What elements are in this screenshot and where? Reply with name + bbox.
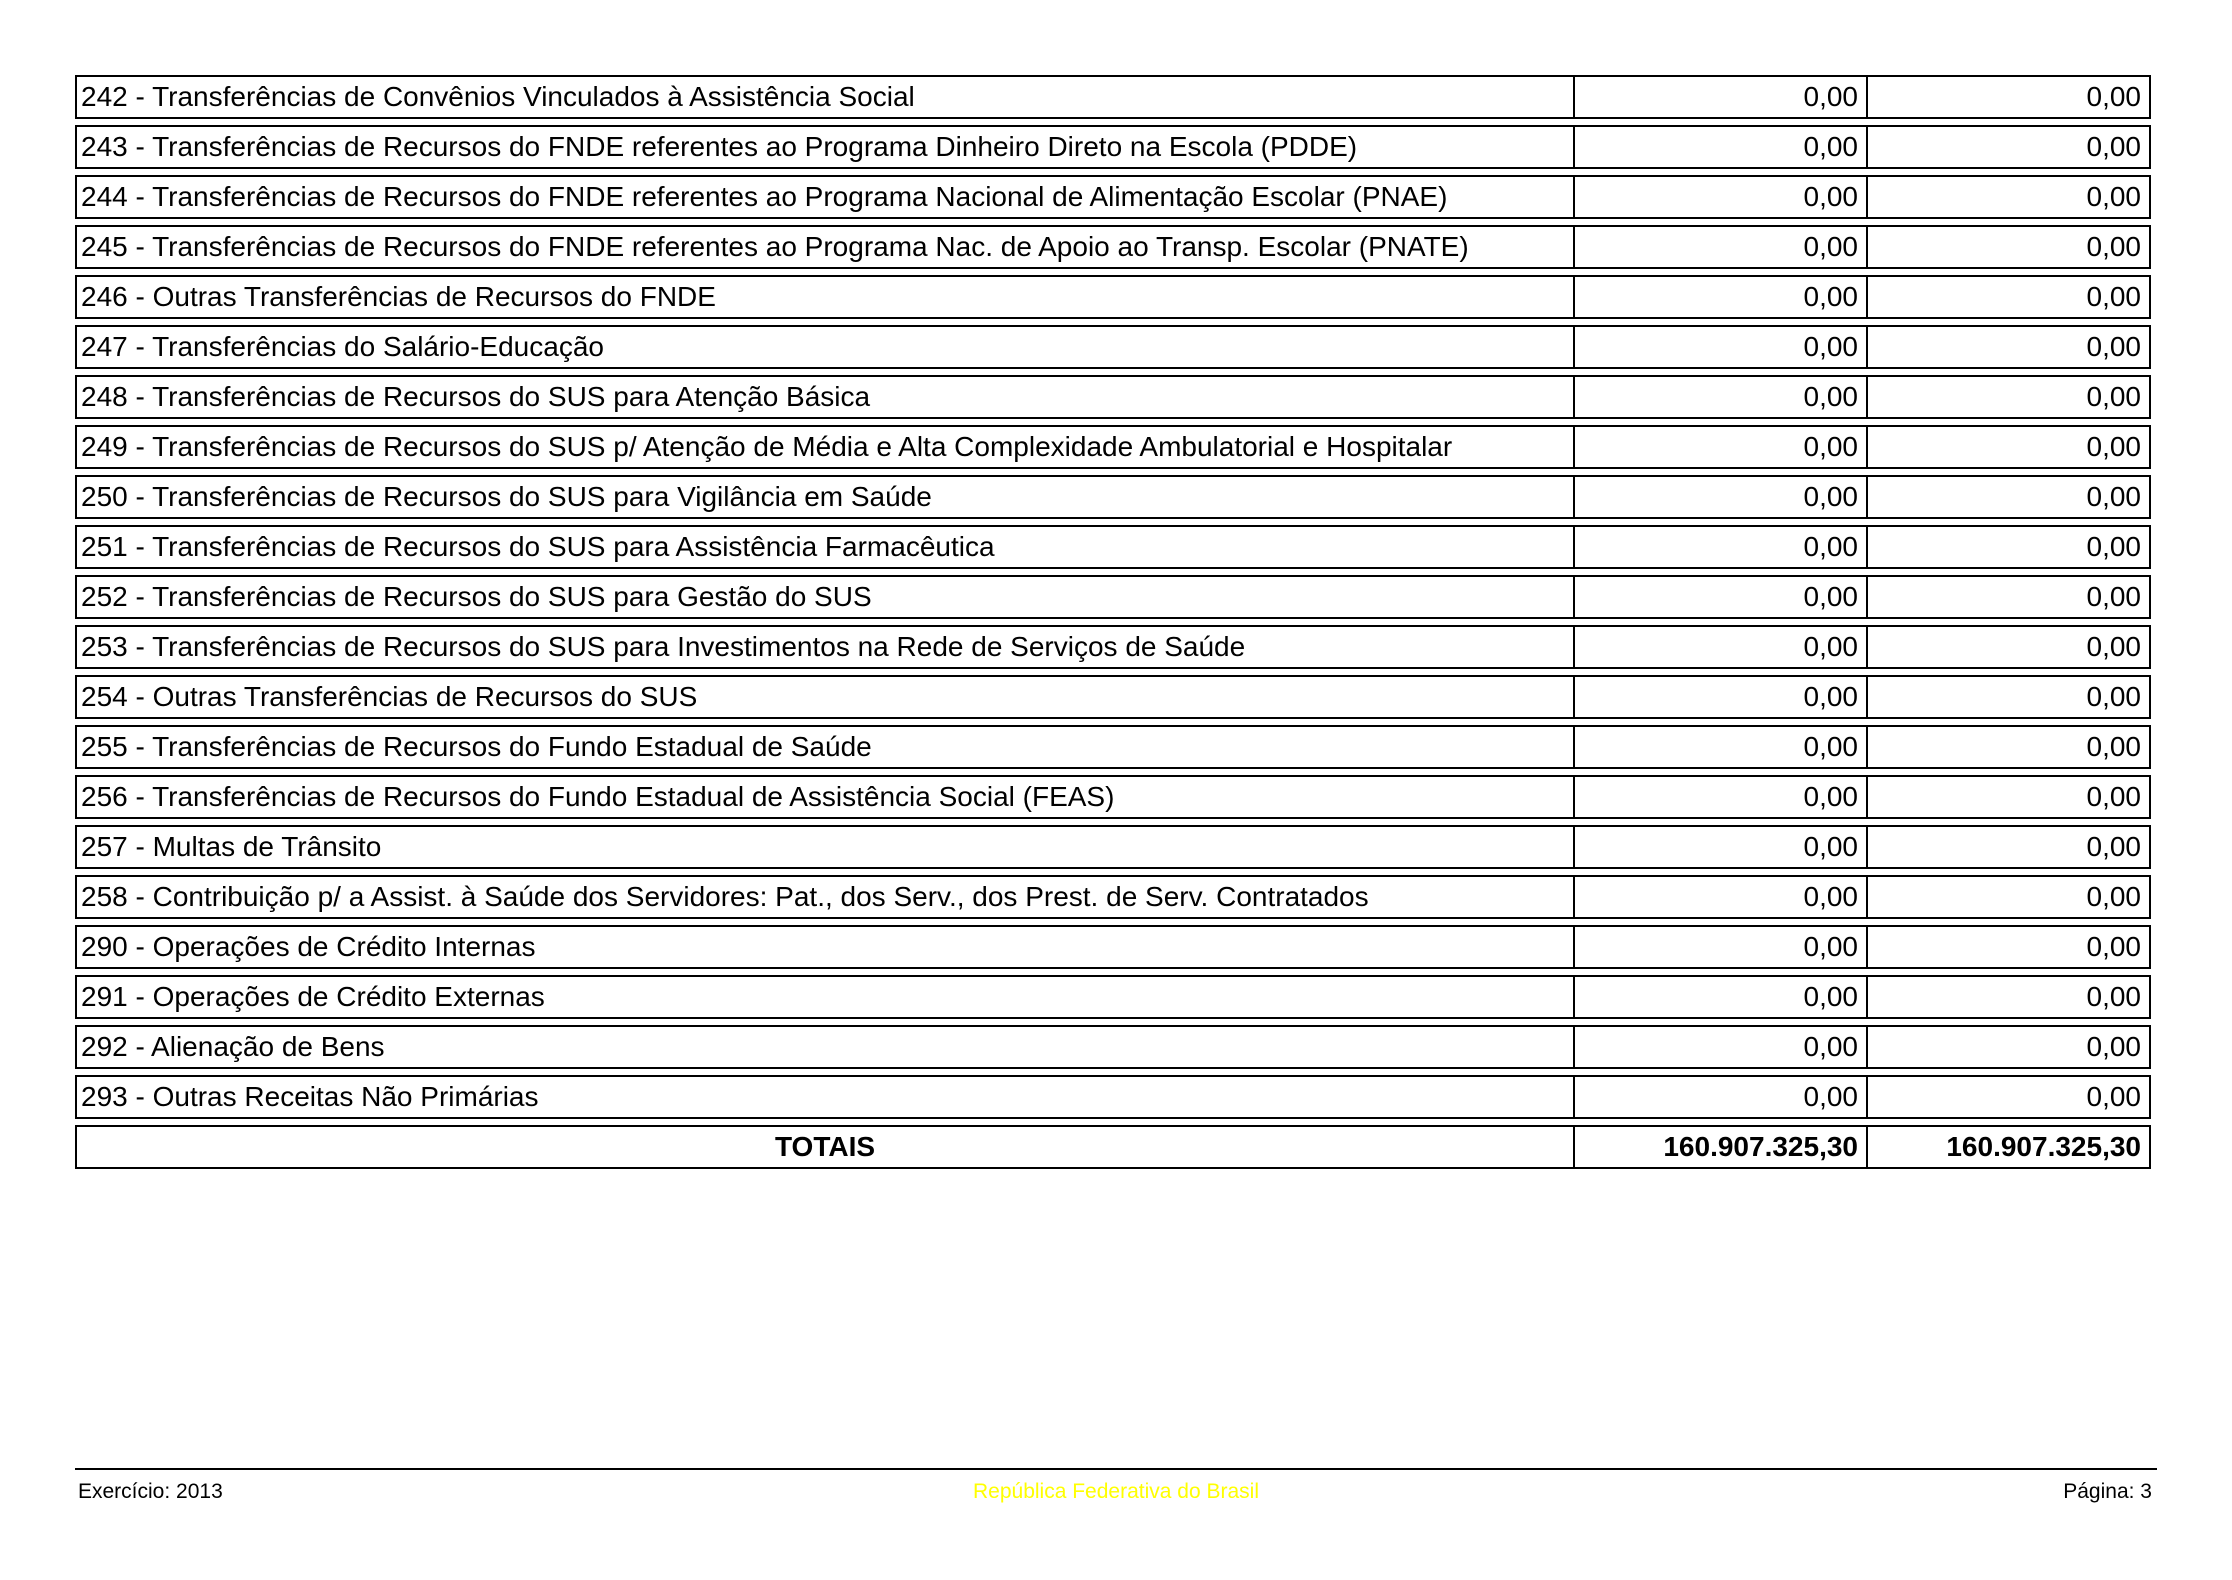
row-value-2: 0,00	[2086, 281, 2141, 312]
row-value-1: 0,00	[1575, 127, 1868, 167]
row-description: 247 - Transferências do Salário-Educação	[77, 327, 1575, 367]
row-description: 248 - Transferências de Recursos do SUS para Atenção Básica	[77, 377, 1575, 417]
row-value-1: 0,00	[1575, 1077, 1868, 1117]
table-row	[75, 225, 2151, 269]
row-value-1: 0,00	[1575, 77, 1868, 117]
row-description: 255 - Transferências de Recursos do Fundo Estadual de Saúde	[77, 727, 1575, 767]
row-value-2: 0,00	[2086, 1031, 2141, 1062]
row-value-1: 0,00	[1575, 777, 1868, 817]
row-value-2: 0,00	[2086, 81, 2141, 112]
table-row	[75, 475, 2151, 519]
row-value-1: 0,00	[1575, 277, 1868, 317]
table-row	[75, 275, 2151, 319]
row-description: 242 - Transferências de Convênios Vinculados à Assistência Social	[77, 77, 1575, 117]
footer-page-number: Página: 3	[2063, 1480, 2152, 1503]
row-description: 257 - Multas de Trânsito	[77, 827, 1575, 867]
row-value-1: 0,00	[1575, 1027, 1868, 1067]
row-description: 293 - Outras Receitas Não Primárias	[77, 1077, 1575, 1117]
row-value-2: 0,00	[2086, 481, 2141, 512]
row-description: 252 - Transferências de Recursos do SUS para Gestão do SUS	[77, 577, 1575, 617]
row-value-1: 0,00	[1575, 827, 1868, 867]
table-row	[75, 1075, 2151, 1119]
row-description: 245 - Transferências de Recursos do FNDE referentes ao Programa Nac. de Apoio ao Transp. Escolar (PNATE)	[77, 227, 1575, 267]
row-value-1: 0,00	[1575, 727, 1868, 767]
row-value-2: 0,00	[2086, 131, 2141, 162]
table-row	[75, 725, 2151, 769]
row-value-2: 0,00	[2086, 831, 2141, 862]
row-value-1: 0,00	[1575, 177, 1868, 217]
row-value-2: 0,00	[2086, 981, 2141, 1012]
table-row	[75, 875, 2151, 919]
table-row	[75, 975, 2151, 1019]
row-description: 290 - Operações de Crédito Internas	[77, 927, 1575, 967]
row-value-1: 0,00	[1575, 427, 1868, 467]
table-row	[75, 575, 2151, 619]
row-value-1: 0,00	[1575, 927, 1868, 967]
row-description: TOTAIS	[77, 1127, 1575, 1167]
row-value-2: 0,00	[2086, 231, 2141, 262]
row-value-2: 0,00	[2086, 181, 2141, 212]
table-totals-row	[75, 1125, 2151, 1169]
row-description: 253 - Transferências de Recursos do SUS para Investimentos na Rede de Serviços de Saúde	[77, 627, 1575, 667]
table-row	[75, 425, 2151, 469]
row-value-2: 0,00	[2086, 731, 2141, 762]
row-description: 250 - Transferências de Recursos do SUS para Vigilância em Saúde	[77, 477, 1575, 517]
row-description: 291 - Operações de Crédito Externas	[77, 977, 1575, 1017]
row-value-1: 0,00	[1575, 877, 1868, 917]
row-description: 256 - Transferências de Recursos do Fundo Estadual de Assistência Social (FEAS)	[77, 777, 1575, 817]
row-value-2: 0,00	[2086, 431, 2141, 462]
row-value-2: 160.907.325,30	[1946, 1131, 2141, 1162]
row-description: 243 - Transferências de Recursos do FNDE referentes ao Programa Dinheiro Direto na Escola (PDDE)	[77, 127, 1575, 167]
table-row	[75, 125, 2151, 169]
row-description: 251 - Transferências de Recursos do SUS para Assistência Farmacêutica	[77, 527, 1575, 567]
row-value-2: 0,00	[2086, 331, 2141, 362]
row-value-2: 0,00	[2086, 581, 2141, 612]
row-value-1: 0,00	[1575, 627, 1868, 667]
table-row	[75, 1025, 2151, 1069]
table-row	[75, 325, 2151, 369]
table-row	[75, 675, 2151, 719]
row-value-2: 0,00	[2086, 881, 2141, 912]
row-value-1: 160.907.325,30	[1575, 1127, 1868, 1167]
footer-exercise: Exercício: 2013	[78, 1480, 223, 1503]
table-row	[75, 525, 2151, 569]
footer-country: República Federativa do Brasil	[973, 1480, 1259, 1503]
row-value-1: 0,00	[1575, 477, 1868, 517]
row-value-1: 0,00	[1575, 377, 1868, 417]
table-row	[75, 625, 2151, 669]
table-row	[75, 775, 2151, 819]
row-value-2: 0,00	[2086, 681, 2141, 712]
row-value-2: 0,00	[2086, 931, 2141, 962]
row-value-2: 0,00	[2086, 1081, 2141, 1112]
row-value-1: 0,00	[1575, 677, 1868, 717]
row-value-1: 0,00	[1575, 527, 1868, 567]
row-description: 244 - Transferências de Recursos do FNDE referentes ao Programa Nacional de Alimentação Escolar (PNAE)	[77, 177, 1575, 217]
row-description: 246 - Outras Transferências de Recursos do FNDE	[77, 277, 1575, 317]
table-row	[75, 925, 2151, 969]
row-description: 292 - Alienação de Bens	[77, 1027, 1575, 1067]
row-description: 249 - Transferências de Recursos do SUS p/ Atenção de Média e Alta Complexidade Ambulatorial e Hospitalar	[77, 427, 1575, 467]
row-value-2: 0,00	[2086, 381, 2141, 412]
row-description: 258 - Contribuição p/ a Assist. à Saúde dos Servidores: Pat., dos Serv., dos Prest. de Serv. Contratados	[77, 877, 1575, 917]
revenue-table	[75, 75, 2151, 1175]
row-value-1: 0,00	[1575, 327, 1868, 367]
table-row	[75, 175, 2151, 219]
row-value-1: 0,00	[1575, 227, 1868, 267]
table-row	[75, 75, 2151, 119]
row-value-2: 0,00	[2086, 631, 2141, 662]
row-value-2: 0,00	[2086, 781, 2141, 812]
table-row	[75, 825, 2151, 869]
row-value-1: 0,00	[1575, 577, 1868, 617]
row-value-2: 0,00	[2086, 531, 2141, 562]
footer-divider	[75, 1468, 2157, 1470]
row-value-1: 0,00	[1575, 977, 1868, 1017]
table-row	[75, 375, 2151, 419]
row-description: 254 - Outras Transferências de Recursos do SUS	[77, 677, 1575, 717]
